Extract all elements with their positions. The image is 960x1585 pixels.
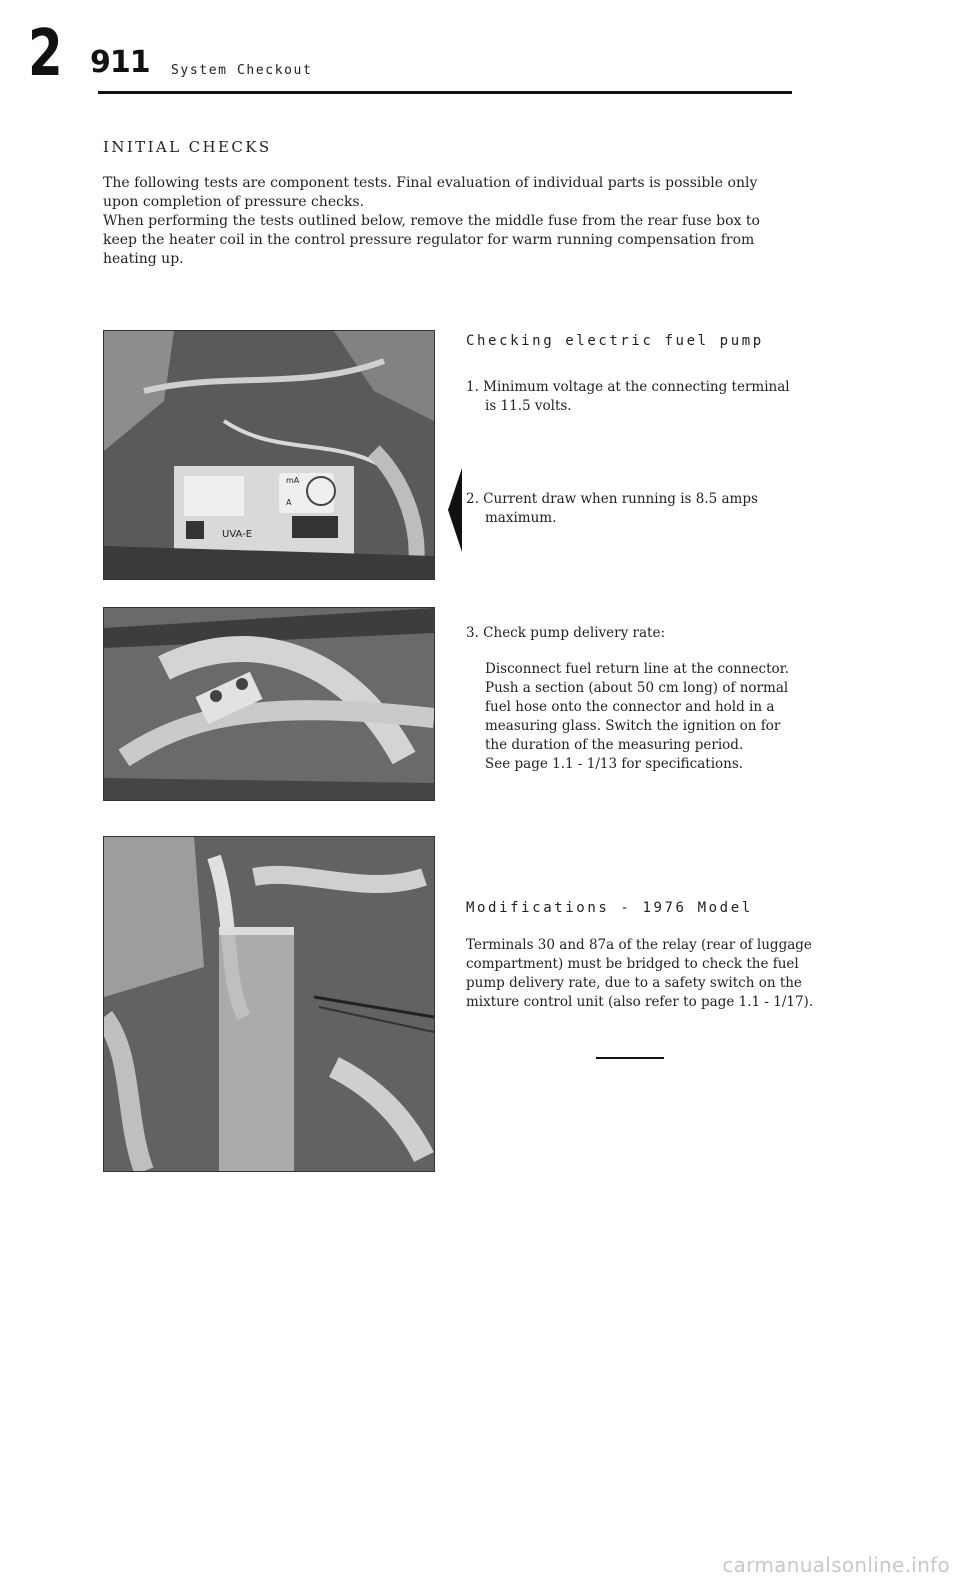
check-item-1 <box>466 378 796 416</box>
detail-line: fuel hose onto the connector and hold in a <box>485 699 775 715</box>
model-logo: 911 <box>90 45 150 80</box>
intro-paragraph <box>103 174 793 269</box>
meter-unit-ma: mA <box>286 476 300 485</box>
check-item-3: 3. Check pump delivery rate: <box>466 625 666 641</box>
mod-line: compartment) must be bridged to check the fuel <box>466 956 799 972</box>
mod-line: mixture control unit (also refer to page 1.1 - 1/17). <box>466 994 814 1010</box>
intro-line-1: The following tests are component tests. Final evaluation of individual parts is possible only upon completion of pressure checks. <box>103 175 758 210</box>
measuring-glass-photo <box>103 836 435 1172</box>
watermark: carmanualsonline.info <box>722 1553 950 1577</box>
modifications-text <box>466 936 826 1012</box>
item-2-continuation: maximum. <box>485 510 557 526</box>
fuel-connector-photo <box>103 607 435 801</box>
detail-line: See page 1.1 - 1/13 for specifications. <box>485 756 744 772</box>
mod-line: pump delivery rate, due to a safety switch on the <box>466 975 802 991</box>
header-rule <box>98 91 792 94</box>
item-1-text: 1. Minimum voltage at the connecting terminal <box>466 379 790 395</box>
detail-line: the duration of the measuring period. <box>485 737 744 753</box>
intro-line-2: When performing the tests outlined below, remove the middle fuse from the rear fuse box to keep the heater coil in the control pressure regulator for warm running compensation from heating up. <box>103 213 760 267</box>
meter-label: UVA-E <box>222 529 253 540</box>
mod-line: Terminals 30 and 87a of the relay (rear of luggage <box>466 937 812 953</box>
checking-heading: Checking electric fuel pump <box>466 333 764 349</box>
chapter-number: 2 <box>28 17 63 91</box>
detail-line: Push a section (about 50 cm long) of normal <box>485 680 789 696</box>
running-title: System Checkout <box>171 63 313 78</box>
check-item-2 <box>466 490 796 528</box>
margin-marker-triangle <box>448 468 462 552</box>
modifications-heading: Modifications - 1976 Model <box>466 900 753 916</box>
section-end-rule <box>596 1057 664 1059</box>
item-2-text: 2. Current draw when running is 8.5 amps <box>466 491 758 507</box>
meter-test-photo <box>103 330 435 580</box>
detail-line: measuring glass. Switch the ignition on for <box>485 718 781 734</box>
item-3-detail <box>485 660 815 774</box>
meter-unit-a: A <box>286 498 292 507</box>
item-1-continuation: is 11.5 volts. <box>485 398 572 414</box>
section-title: INITIAL CHECKS <box>103 138 272 156</box>
detail-line: Disconnect fuel return line at the connector. <box>485 661 789 677</box>
